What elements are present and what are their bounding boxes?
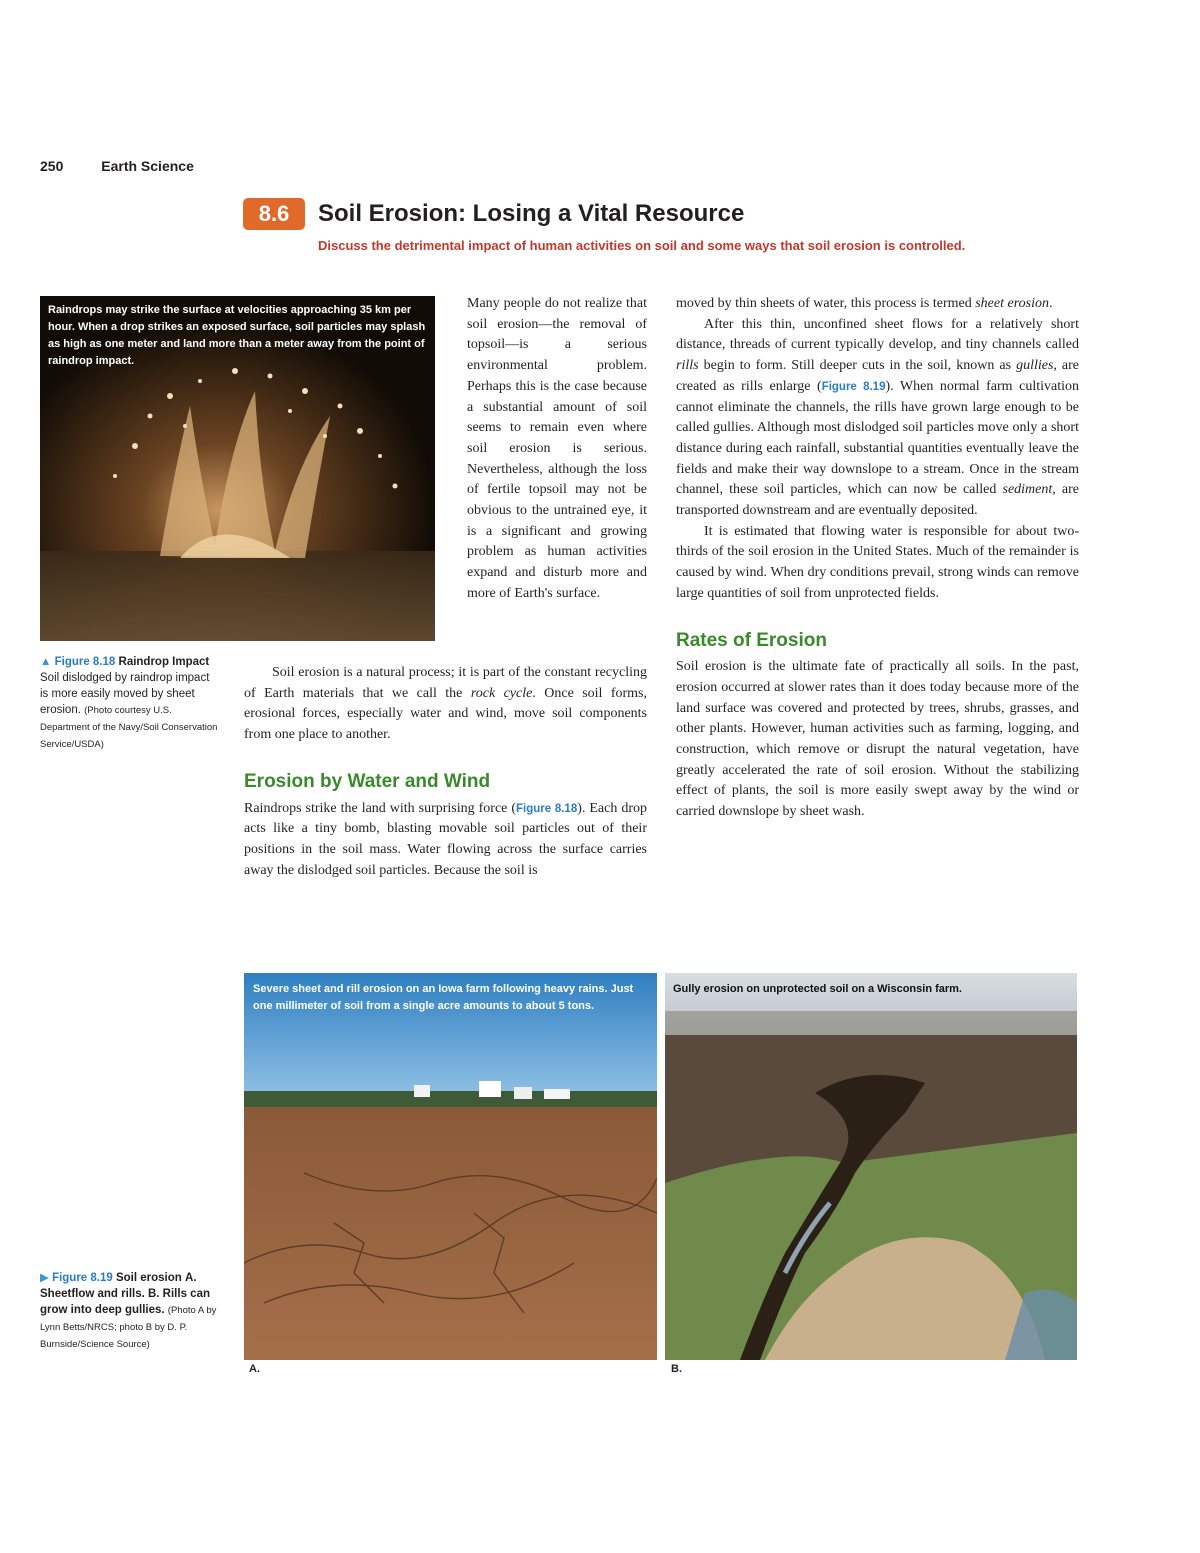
figure-number: Figure 8.18 — [54, 656, 116, 668]
paragraph-rills-gullies: After this thin, unconfined sheet flows for a relatively short distance, threads of current typically develop, and tiny channels called rills begin to form. Still deeper cuts in the soil, known as gullies, are created as rills enlarge (Figure 8.19). When normal farm cultivation cannot eliminate the channels, the rills have grown large enough to be called gullies. Although most dislodged soil particles move only a short distance during each rainfall, substantial quantities eventually leave the fields and make their way downslope to a stream. Once in the stream channel, these soil particles, which can now be called sediment, are transported downstream and are eventually deposited. — [676, 316, 1080, 519]
sheet-rill-erosion-photo — [244, 973, 657, 1360]
book-title: Earth Science — [101, 158, 194, 174]
term-sheet-erosion: sheet erosion — [975, 296, 1049, 311]
paragraph-sheet-erosion: moved by thin sheets of water, this process is termed sheet erosion. — [676, 296, 1053, 311]
paragraph-raindrops: Raindrops strike the land with surprising force (Figure 8.18). Each drop acts like a tiny bomb, blasting movable soil particles out of their positions in the soil mass. Water flowing across the surface carries away the dislodged soil particles. Because the soil is — [244, 800, 647, 878]
running-head — [40, 158, 194, 174]
heading-rates-of-erosion: Rates of Erosion — [676, 629, 827, 651]
wisconsin-gully-illustration — [665, 973, 1077, 1360]
figure-8-19-link[interactable]: Figure 8.19 — [821, 380, 886, 393]
figure-text: Soil dislodged by raindrop impact is more easily moved by sheet erosion. — [40, 672, 210, 716]
paragraph-rates: Soil erosion is the ultimate fate of practically all soils. In the past, erosion occurred at slower rates than it does today because more of the land surface was covered and protected by trees, shrubs, grasses, and other plants. However, human activities such as farming, logging, and construction, which remove or disrupt the natural vegetation, have greatly accelerated the rate of soil erosion. Without the stabilizing effect of plants, the soil is more easily swept away by the wind or carried downslope by sheet wash. — [676, 659, 1079, 820]
figure-credit: (Photo A by Lynn Betts/NRCS; photo B by D. P. Burnside/Science Source) — [40, 1305, 217, 1350]
photo-label-a: A. — [249, 1363, 260, 1375]
photo-caption: Gully erosion on unprotected soil on a Wisconsin farm. — [673, 983, 962, 995]
figure-text: A. Sheetflow and rills. B. Rills can grow into deep gullies. — [40, 1272, 210, 1316]
section-title: Soil Erosion: Losing a Vital Resource — [318, 200, 745, 227]
iowa-farm-illustration — [244, 973, 657, 1360]
middle-column — [244, 663, 647, 881]
term-rock-cycle: rock cycle — [470, 685, 533, 701]
intro-paragraph: Many people do not realize that soil erosion—the removal of topsoil—is a serious environmental problem. Perhaps this is the case because a substantial amount of soil seems to remain even where soil erosion is serious. Nevertheless, although the loss of fertile topsoil may not be obvious to the untrained eye, it is a significant and growing problem as human activities expand and disturb more and more of Earth's surface. — [467, 296, 647, 601]
term-sediment: sediment — [1002, 482, 1053, 498]
term-gullies: gullies — [1016, 358, 1054, 374]
figure-title: Raindrop Impact — [118, 656, 210, 668]
figure-number: Figure 8.19 — [52, 1272, 113, 1284]
photo-caption: Raindrops may strike the surface at velocities approaching 35 km per hour. When a drop strikes an exposed surface, soil particles may splash as high as one meter and land more than a meter away from the point of raindrop impact. — [48, 304, 426, 367]
raindrop-impact-photo — [40, 296, 435, 641]
page-number: 250 — [40, 158, 64, 174]
figure-8-18-caption — [40, 654, 220, 753]
term-rills: rills — [676, 358, 699, 374]
learning-objective: Discuss the detrimental impact of human activities on soil and some ways that soil erosion is controlled. — [318, 238, 966, 253]
paragraph-flowing-water: It is estimated that flowing water is responsible for about two-thirds of the soil erosion in the United States. Much of the remainder is caused by wind. When dry conditions prevail, strong winds can remove large quantities of soil from unprotected fields. — [676, 523, 1079, 601]
right-column — [676, 294, 1079, 823]
intro-column — [467, 294, 647, 605]
photo-label-b: B. — [671, 1363, 682, 1375]
paragraph-natural-process: Soil erosion is a natural process; it is part of the constant recycling of Earth materials that we call the rock cycle. Once soil forms, erosional forces, especially water and wind, move soil components from one place to another. — [244, 665, 647, 743]
photo-caption: Severe sheet and rill erosion on an Iowa farm following heavy rains. Just one millimeter of soil from a single acre amounts to about 5 tons. — [253, 983, 634, 1012]
figure-title: Soil erosion — [115, 1272, 182, 1284]
triangle-up-icon: ▲ — [40, 656, 52, 668]
figure-credit: (Photo courtesy U.S. Department of the Navy/Soil Conservation Service/USDA) — [40, 705, 218, 750]
figure-8-18-link[interactable]: Figure 8.18 — [516, 802, 578, 815]
section-number-badge: 8.6 — [243, 198, 305, 230]
triangle-right-icon: ▶ — [40, 1272, 49, 1284]
heading-erosion-by-water-and-wind: Erosion by Water and Wind — [244, 770, 491, 792]
figure-8-19-caption — [40, 1270, 220, 1353]
gully-erosion-photo — [665, 973, 1077, 1360]
